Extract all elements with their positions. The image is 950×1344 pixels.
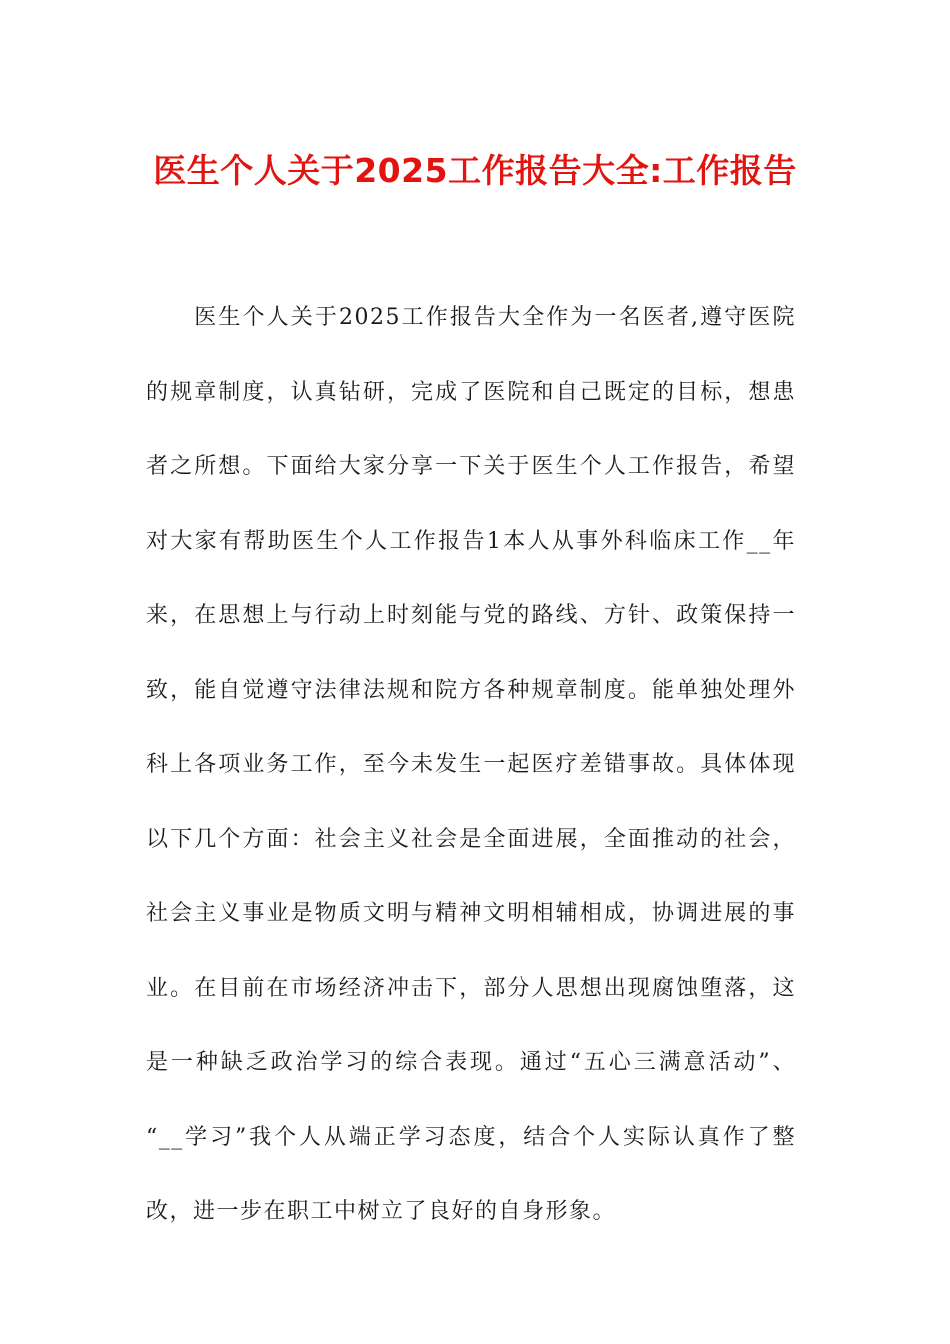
paragraph-line: 医生个人关于2025工作报告大全作为一名医者,遵守医院 bbox=[146, 305, 796, 330]
paragraph-line: 改，进一步在职工中树立了良好的自身形象。 bbox=[146, 1199, 617, 1224]
paragraph-line: 者之所想。下面给大家分享一下关于医生个人工作报告，希望 bbox=[146, 454, 796, 479]
paragraph-line: 致，能自觉遵守法律法规和院方各种规章制度。能单独处理外 bbox=[146, 677, 796, 703]
paragraph-line: 社会主义事业是物质文明与精神文明相辅相成，协调进展的事 bbox=[146, 901, 796, 926]
paragraph-line: 来，在思想上与行动上时刻能与党的路线、方针、政策保持一 bbox=[146, 603, 796, 628]
paragraph-line: “__学习”我个人从端正学习态度，结合个人实际认真作了整 bbox=[146, 1124, 796, 1150]
document-title: 医生个人关于2025工作报告大全:工作报告 bbox=[153, 151, 797, 190]
body-paragraph bbox=[146, 281, 796, 1250]
paragraph-line: 对大家有帮助医生个人工作报告1本人从事外科临床工作__年 bbox=[146, 528, 796, 554]
paragraph-line: 的规章制度，认真钻研，完成了医院和自己既定的目标，想患 bbox=[146, 379, 796, 405]
paragraph-line: 是一种缺乏政治学习的综合表现。通过“五心三满意活动”、 bbox=[146, 1050, 796, 1075]
paragraph-line: 以下几个方面：社会主义社会是全面进展，全面推动的社会， bbox=[146, 826, 796, 852]
paragraph-line: 业。在目前在市场经济冲击下，部分人思想出现腐蚀堕落，这 bbox=[146, 975, 796, 1001]
paragraph-line: 科上各项业务工作，至今未发生一起医疗差错事故。具体体现 bbox=[146, 752, 796, 777]
